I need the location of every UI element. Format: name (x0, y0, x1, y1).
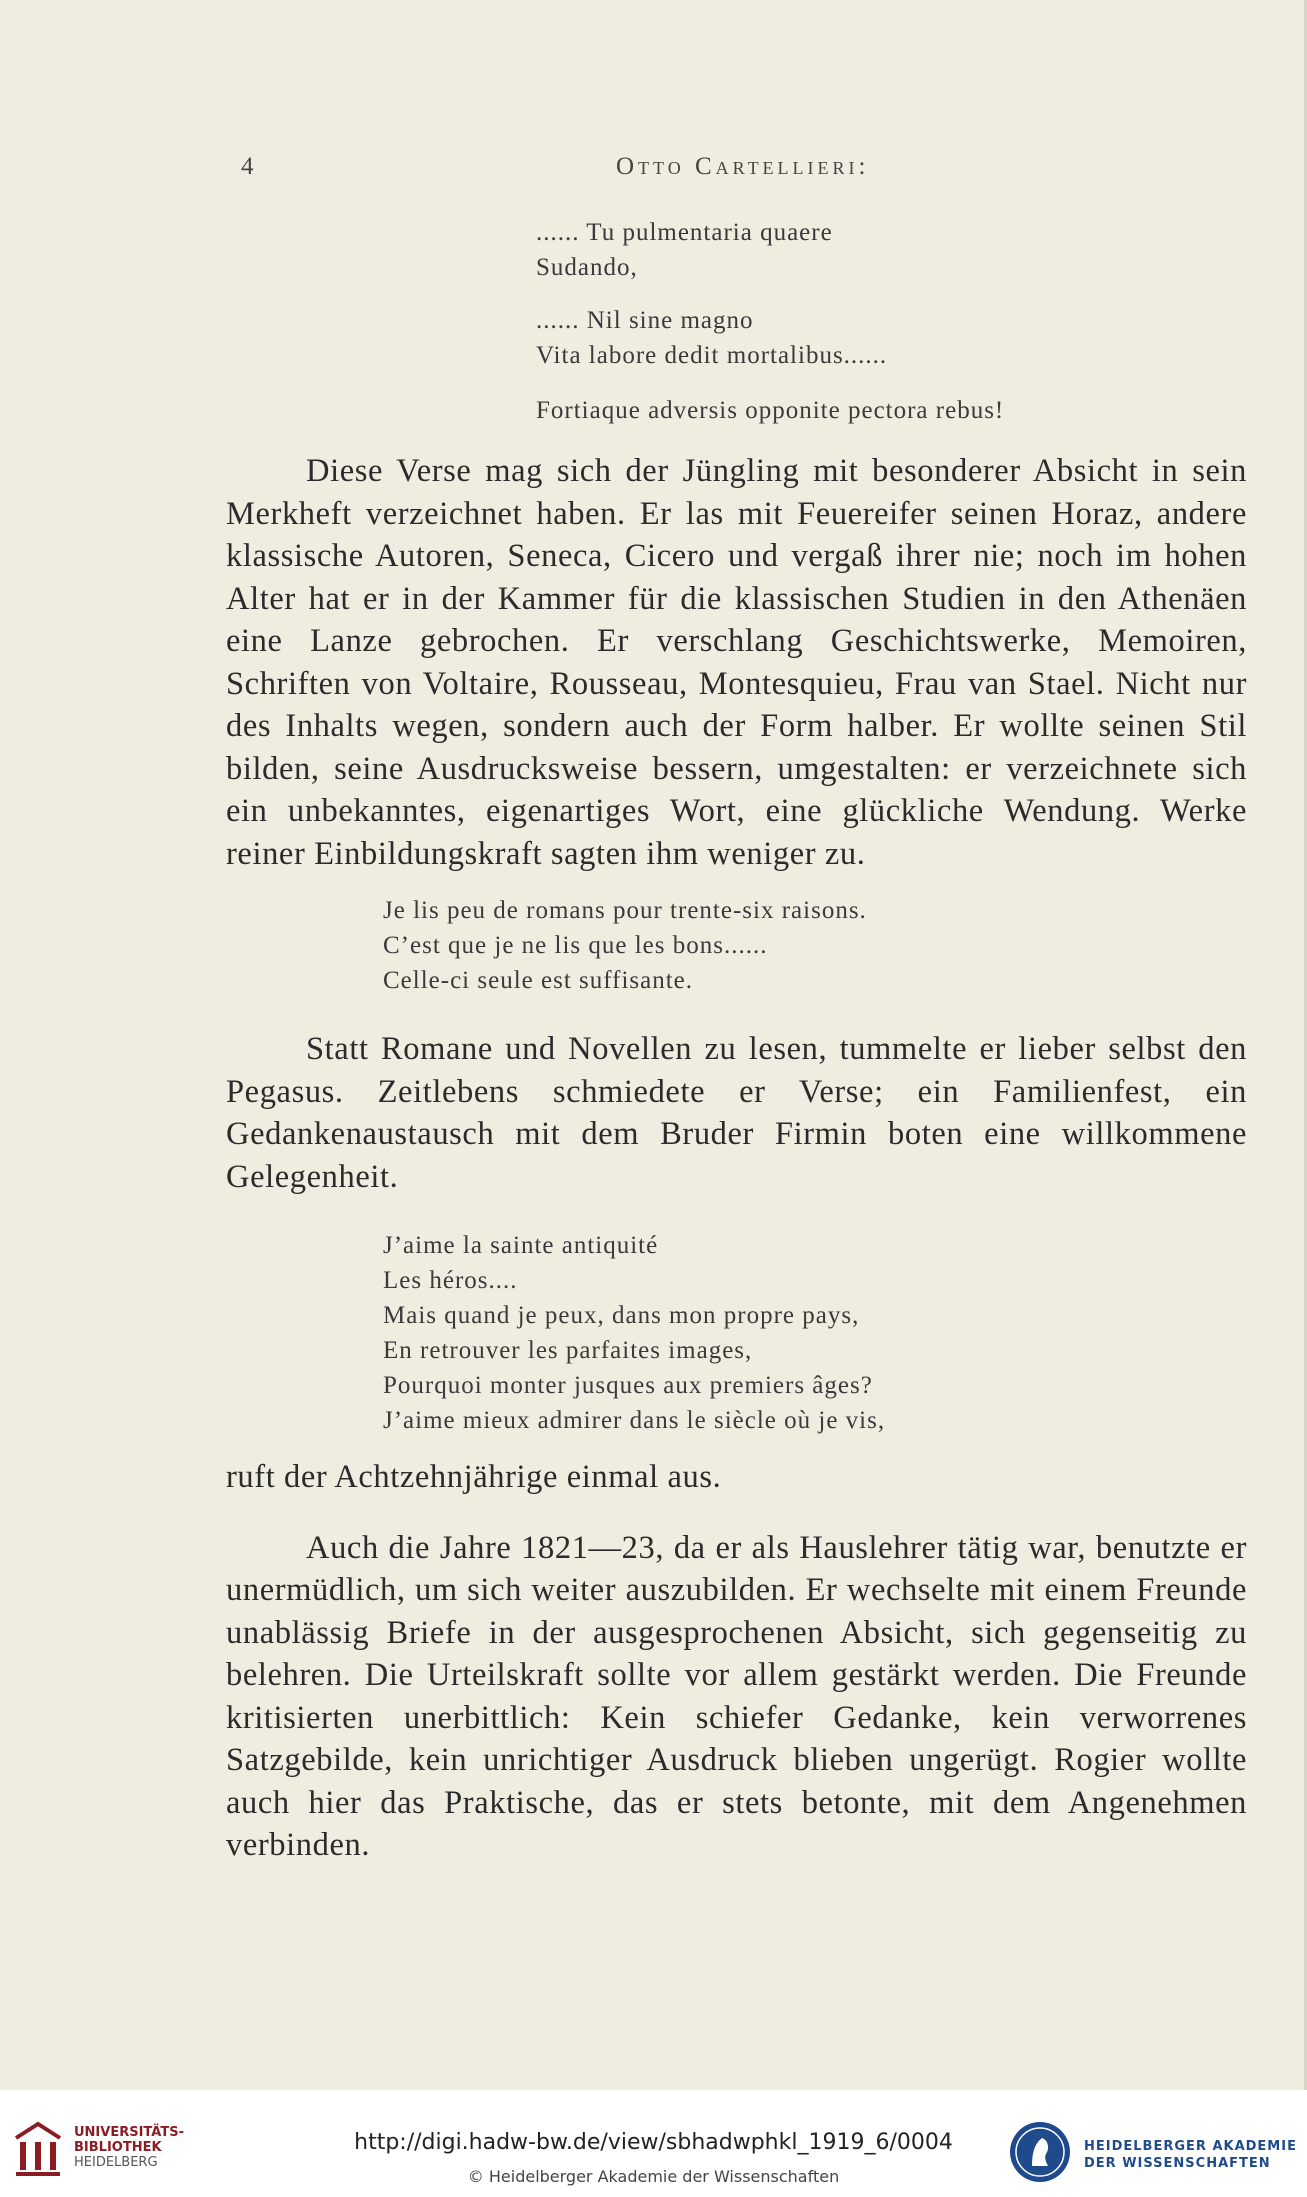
academy-name (1084, 2138, 1297, 2172)
permalink-url[interactable]: http://digi.hadw-bw.de/view/sbhadwphkl_1919_6/0004 (354, 2130, 953, 2155)
library-name-line: HEIDELBERG (74, 2155, 158, 2170)
latin-verse-2 (536, 303, 1247, 373)
verse-line: Je lis peu de romans pour trente-six raisons. (383, 897, 867, 924)
running-head-author: Otto Cartellieri: (616, 153, 870, 180)
academy-seal-icon (1008, 2120, 1072, 2184)
verse-line: Celle-ci seule est suffisante. (383, 967, 694, 994)
french-verse-2 (383, 1228, 1247, 1438)
verse-line: ...... Nil sine magno (536, 307, 754, 334)
verse-line: J’aime mieux admirer dans le siècle où je vis, (383, 1407, 886, 1434)
paragraph: ruft der Achtzehnjährige einmal aus. (226, 1459, 722, 1495)
verse-line: Mais quand je peux, dans mon propre pays, (383, 1302, 860, 1329)
verse-line: Pourquoi monter jusques aux premiers âges? (383, 1372, 873, 1399)
verse-line: C’est que je ne lis que les bons...... (383, 932, 768, 959)
verse-line: ...... Tu pulmentaria quaere (536, 219, 833, 246)
library-name-line: BIBLIOTHEK (74, 2140, 162, 2155)
paragraph: Auch die Jahre 1821—23, da er als Hauslehrer tätig war, benutzte er unermüdlich, um sich weiter auszubilden. Er wechselte mit einem Freunde unablässig Briefe in der ausgesprochenen Absicht, sich gegenseitig zu belehren. Die Urteilskraft sollte vor allem gestärkt werden. Die Freunde kritisierten unerbittlich: Kein schiefer Gedanke, kein verworrenes Satzgebilde, kein unrichtiger Ausdruck blieben ungerügt. Rogier wollte auch hier das Praktische, das er stets betonte, mit dem Angenehmen verbinden. (226, 1529, 1247, 1863)
copyright-notice: © Heidelberger Akademie der Wissenschaften (467, 2167, 840, 2186)
paragraph: Statt Romane und Novellen zu lesen, tummelte er lieber selbst den Pegasus. Zeitlebens schmiedete er Verse; ein Familienfest, ein Gedankenaustausch mit dem Bruder Firmin boten eine willkommene Gelegenheit. (226, 1031, 1247, 1195)
verse-line: Fortiaque adversis opponite pectora rebus! (536, 397, 1005, 424)
latin-verse-3 (536, 393, 1247, 428)
verse-line: Les héros.... (383, 1267, 518, 1294)
verse-line: Sudando, (536, 254, 638, 281)
page-number: 4 (241, 153, 256, 180)
verse-line: Vita labore dedit mortalibus...... (536, 342, 888, 369)
viewer-footer (0, 2090, 1307, 2197)
academy-name-line: DER WISSENSCHAFTEN (1084, 2156, 1271, 2171)
verse-line: En retrouver les parfaites images, (383, 1337, 753, 1364)
french-verse-1 (383, 893, 1247, 998)
latin-verse-1 (536, 215, 1247, 285)
academy-name-line: HEIDELBERGER AKADEMIE (1084, 2139, 1297, 2154)
page-text-block (226, 145, 1247, 1867)
library-name-line: UNIVERSITÄTS- (74, 2125, 184, 2140)
running-head (226, 145, 1247, 185)
paragraph: Diese Verse mag sich der Jüngling mit besonderer Absicht in sein Merkheft verzeichnet haben. Er las mit Feuereifer seinen Horaz, andere klassische Autoren, Seneca, Cicero und vergaß ihrer nie; noch im hohen Alter hat er in der Kammer für die klassischen Studien in den Athenäen eine Lanze gebrochen. Er verschlang Geschichtswerke, Memoiren, Schriften von Voltaire, Rousseau, Montesquieu, Frau van Stael. Nicht nur des Inhalts wegen, sondern auch der Form halber. Er wollte seinen Stil bilden, seine Ausdrucksweise bessern, umgestalten: er verzeichnete sich ein unbekanntes, eigenartiges Wort, eine glückliche Wendung. Werke reiner Einbildungskraft sagten ihm weniger zu. (226, 453, 1247, 872)
verse-line: J’aime la sainte antiquité (383, 1232, 659, 1259)
